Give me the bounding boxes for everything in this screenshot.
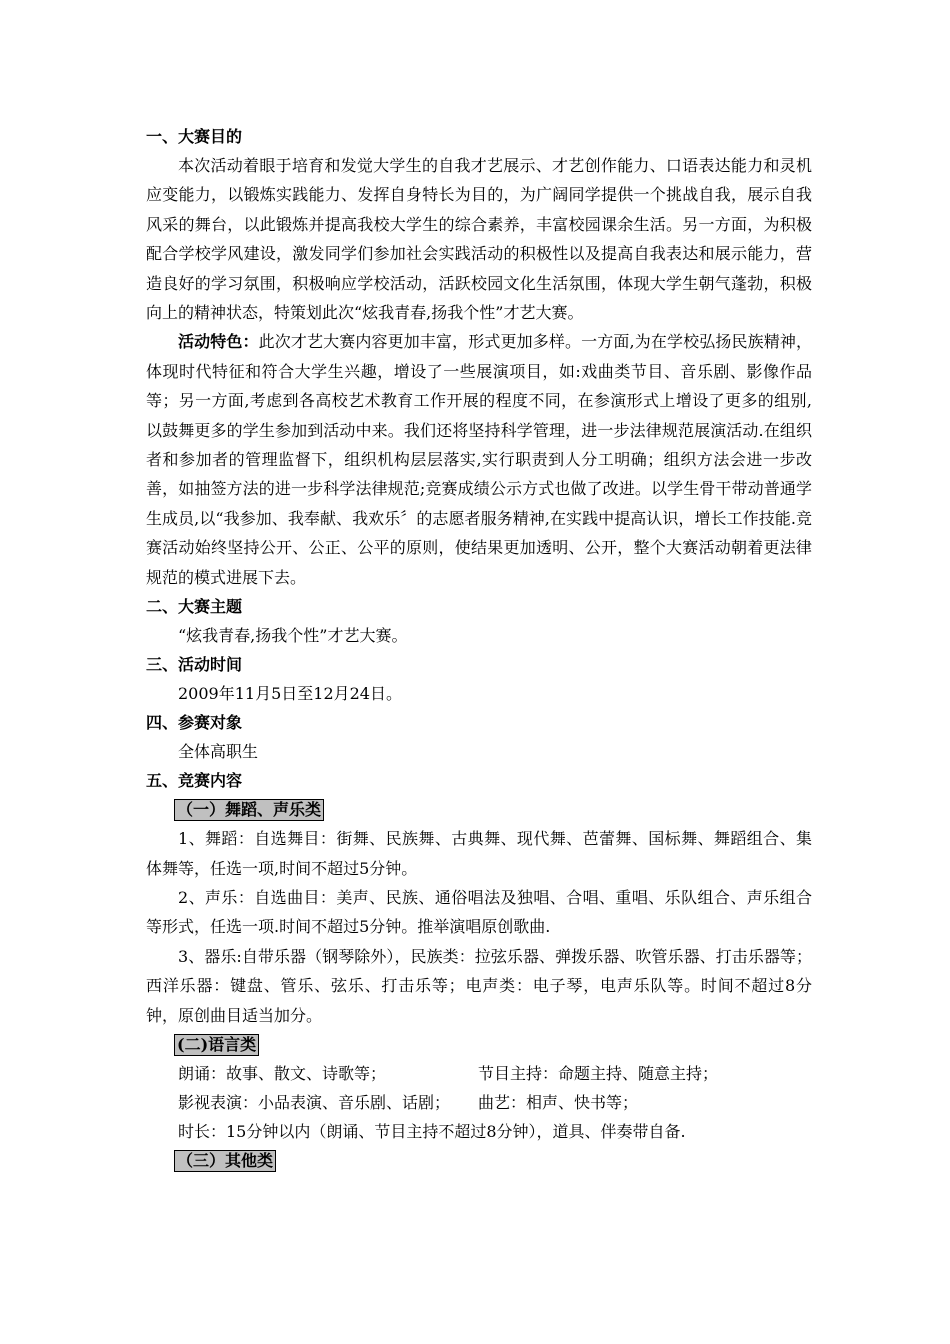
section-heading-content: 五、竞赛内容 bbox=[146, 771, 243, 791]
category-other-label: （三）其他类 bbox=[174, 1150, 276, 1172]
section-heading-theme: 二、大赛主题 bbox=[146, 597, 243, 617]
quyi-item: 曲艺：相声、快书等； bbox=[478, 1092, 639, 1112]
theme-text: “炫我青春,扬我个性”才艺大赛。 bbox=[178, 626, 408, 646]
hosting-item: 节目主持：命题主持、随意主持； bbox=[478, 1063, 719, 1083]
dance-item: 1、舞蹈：自选舞目：街舞、民族舞、古典舞、现代舞、芭蕾舞、国标舞、舞蹈组合、集体舞等，任选一项,时间不超过5分钟。 bbox=[146, 829, 812, 878]
features-label: 活动特色： bbox=[178, 332, 259, 352]
duration-item: 时长：15分钟以内（朗诵、节目主持不超过8分钟），道具、伴奏带自备. bbox=[178, 1121, 686, 1141]
participants-text: 全体高职生 bbox=[178, 742, 259, 762]
instrument-item: 3、器乐:自带乐器（钢琴除外），民族类：拉弦乐器、弹拨乐器、吹管乐器、打击乐器等；西洋乐器：键盘、管乐、弦乐、打击乐等；电声类：电子琴，电声乐队等。时间不超过8分钟，原创曲目适当加分。 bbox=[146, 946, 812, 1025]
category-dance-vocal-row bbox=[146, 795, 812, 824]
category-dance-vocal-label: （一）舞蹈、声乐类 bbox=[174, 799, 324, 821]
language-row-2 bbox=[146, 1088, 812, 1117]
time-text: 2009年11月5日至12月24日。 bbox=[178, 684, 402, 704]
purpose-paragraph: 本次活动着眼于培育和发觉大学生的自我才艺展示、才艺创作能力、口语表达能力和灵机应变能力，以锻炼实践能力、发挥自身特长为目的，为广阔同学提供一个挑战自我，展示自我风采的舞台，以此锻炼并提高我校大学生的综合素养，丰富校园课余生活。另一方面，为积极配合学校学风建设，激发同学们参加社会实践活动的积极性以及提高自我表达和展示能力，营造良好的学习氛围，积极响应学校活动，活跃校园文化生活氛围，体现大学生朝气蓬勃，积极向上的精神状态，特策划此次“炫我青春,扬我个性”才艺大赛。 bbox=[146, 156, 812, 323]
section-heading-participants: 四、参赛对象 bbox=[146, 713, 243, 733]
vocal-item: 2、声乐：自选曲目：美声、民族、通俗唱法及独唱、合唱、重唱、乐队组合、声乐组合等形式，任选一项.时间不超过5分钟。推举演唱原创歌曲. bbox=[146, 887, 812, 937]
document-body bbox=[146, 122, 812, 1175]
features-paragraph bbox=[146, 327, 812, 592]
section-heading-time: 三、活动时间 bbox=[146, 655, 243, 675]
category-other-row bbox=[146, 1146, 812, 1175]
category-language-label: (二)语言类 bbox=[174, 1034, 259, 1056]
section-heading-purpose: 一、大赛目的 bbox=[146, 127, 243, 146]
language-row-1 bbox=[146, 1059, 812, 1088]
category-language-row bbox=[146, 1030, 812, 1059]
acting-item: 影视表演：小品表演、音乐剧、话剧； bbox=[178, 1092, 451, 1112]
recitation-item: 朗诵：故事、散文、诗歌等； bbox=[178, 1063, 387, 1083]
features-text: 此次才艺大赛内容更加丰富，形式更加多样。一方面,为在学校弘扬民族精神，体现时代特征和符合大学生兴趣，增设了一些展演项目，如:戏曲类节目、音乐剧、影像作品等；另一方面,考虑到各高校艺术教育工作开展的程度不同，在参演形式上增设了更多的组别,以鼓舞更多的学生参加到活动中来。我们还将坚持科学管理，进一步法律规范展演活动.在组织者和参加者的管理监督下，组织机构层层落实,实行职责到人分工明确；组织方法会进一步改善，如抽签方法的进一步科学法律规范;竞赛成绩公示方式也做了改进。以学生骨干带动普通学生成员,以“我参加、我奉献、我欢乐〞的志愿者服务精神,在实践中提高认识，增长工作技能.竞赛活动始终坚持公开、公正、公平的原则，使结果更加透明、公开，整个大赛活动朝着更法律规范的模式进展下去。 bbox=[146, 332, 812, 587]
